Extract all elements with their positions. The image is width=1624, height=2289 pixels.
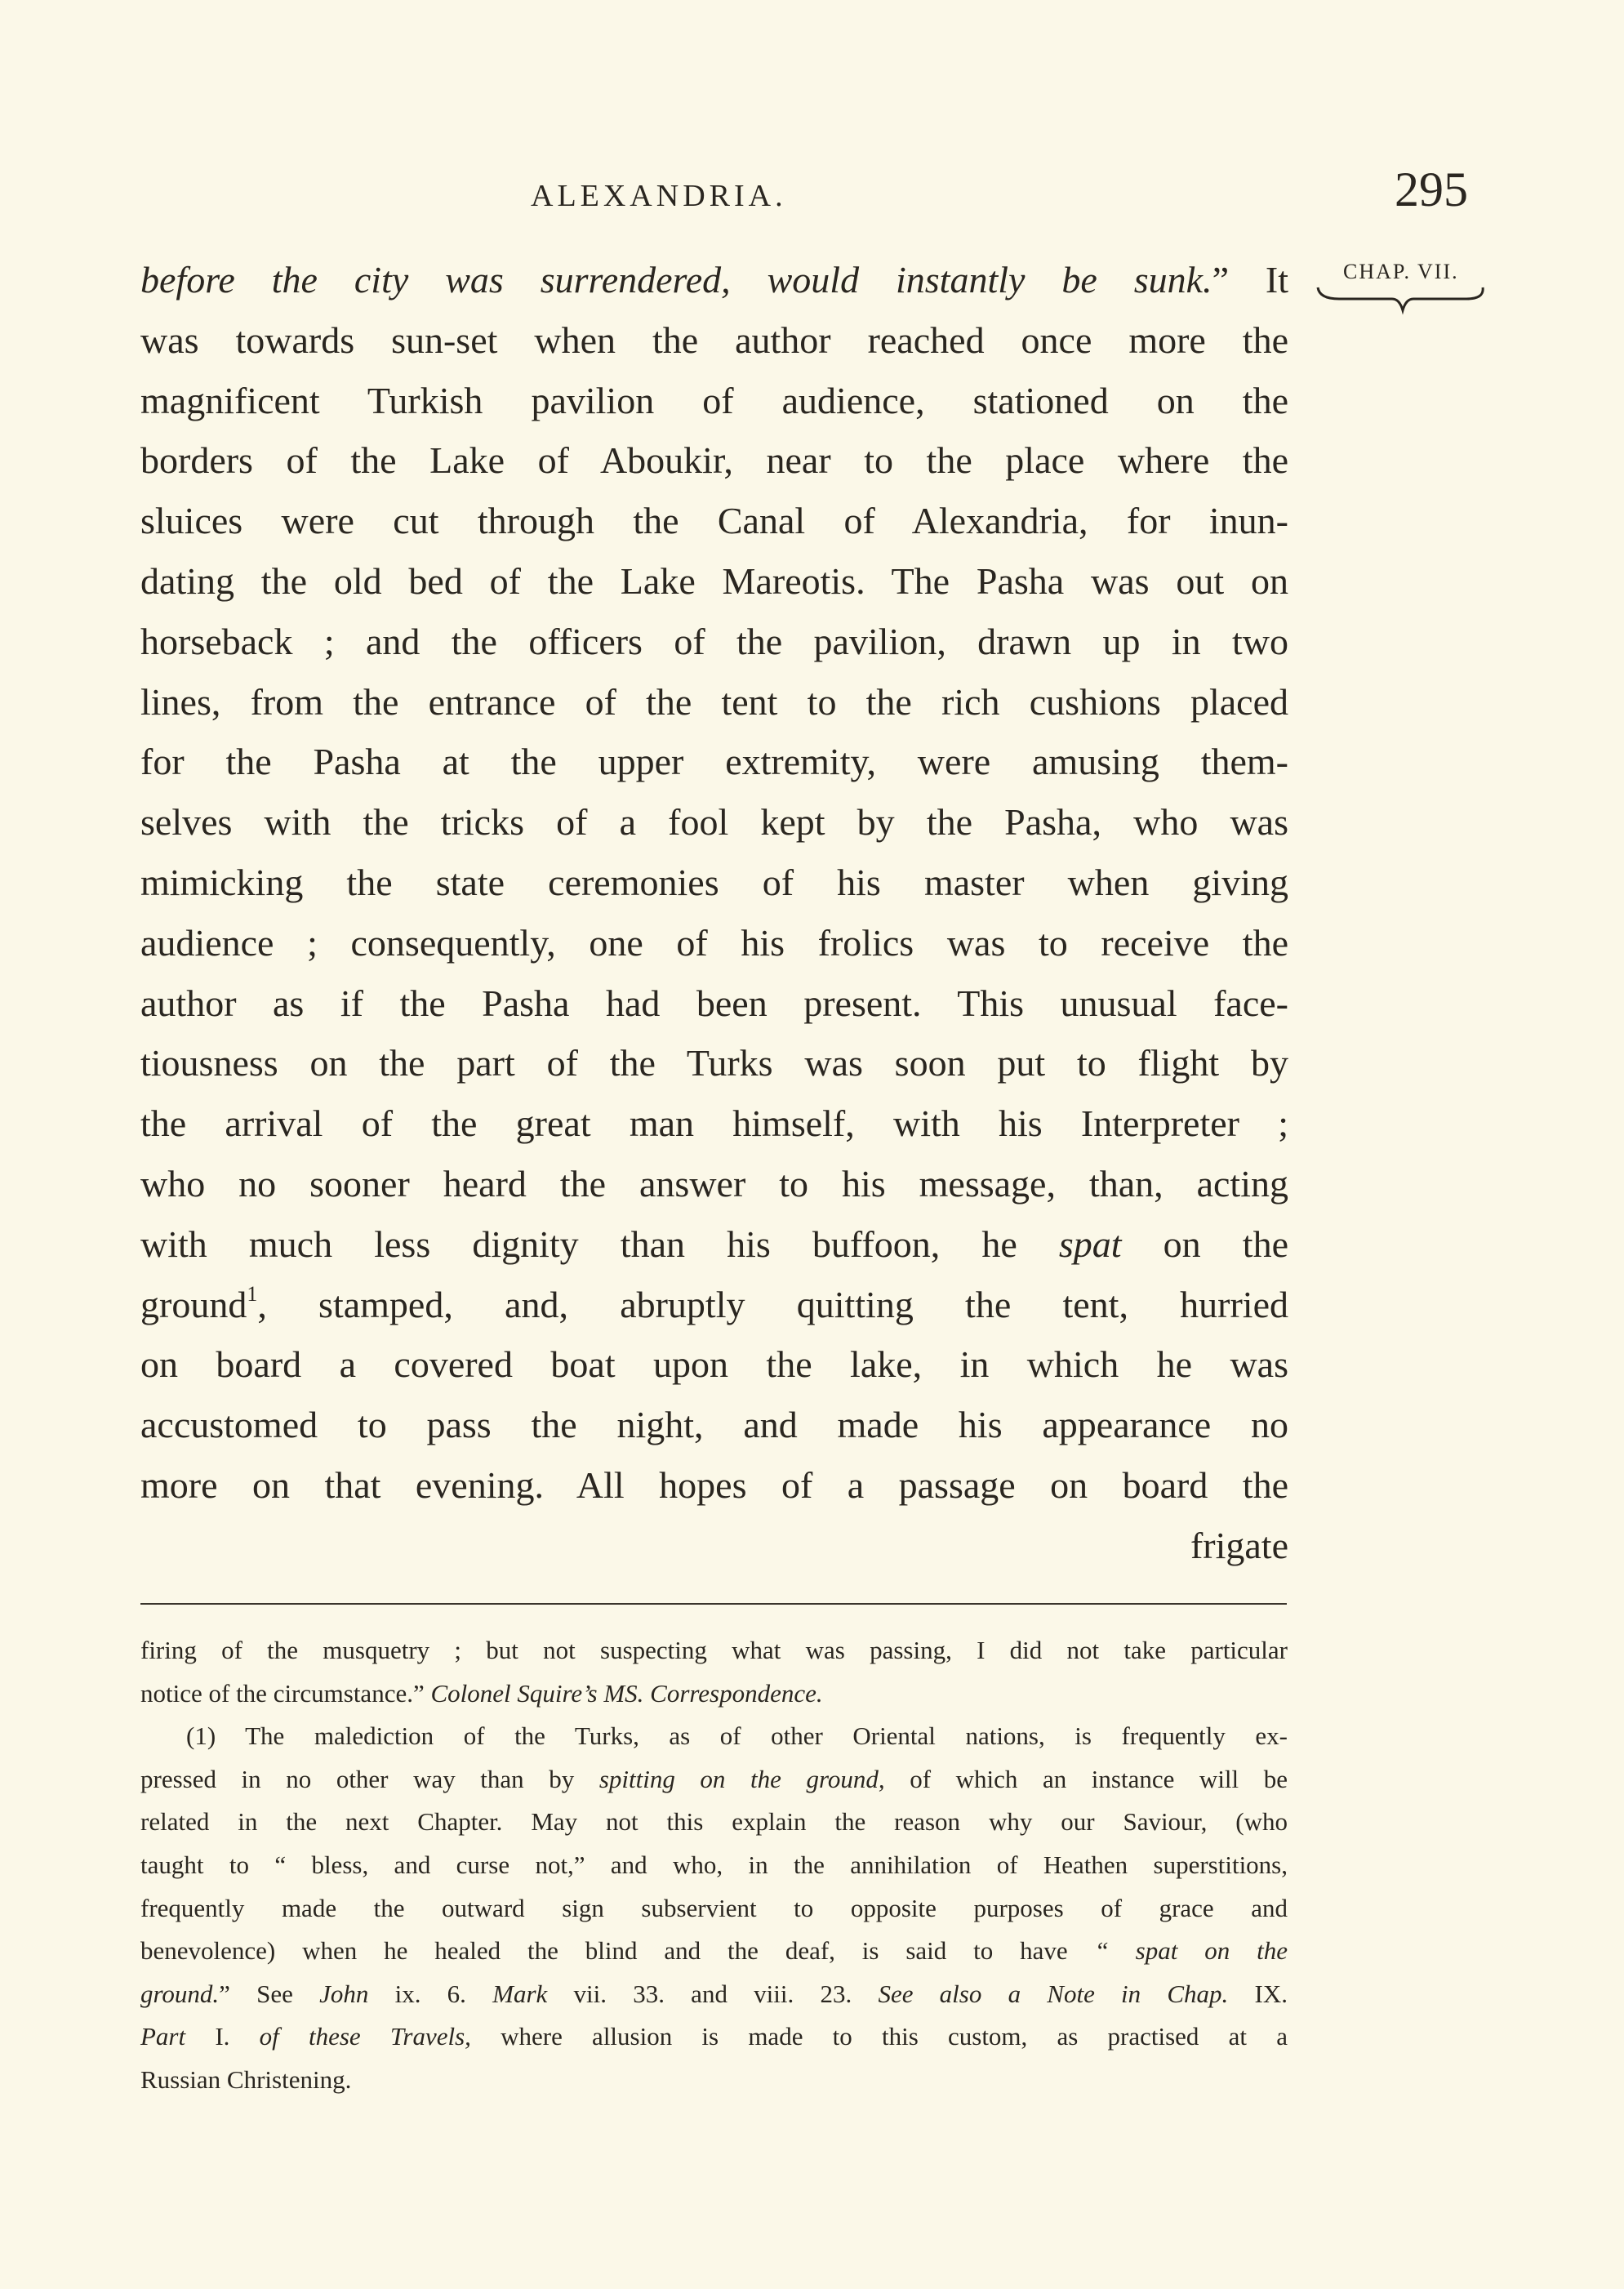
footnote-rule xyxy=(140,1603,1287,1605)
text-run: Part xyxy=(140,2022,186,2051)
text-run: ix. 6. xyxy=(368,1979,493,2008)
body-line xyxy=(140,1395,1288,1455)
footnote-line xyxy=(140,1973,1288,2016)
text-run: benevolence) when he healed the blind and the deaf, is said to have xyxy=(140,1936,1095,1966)
text-run: ” It xyxy=(1212,259,1289,301)
text-run: “ spat on the xyxy=(1094,1936,1288,1966)
text-run: selves with the tricks of a fool kept by the Pasha, who was xyxy=(140,801,1288,844)
text-run: taught to “ bless, and curse not,” and who, in the annihilation of Heathen superstitions, xyxy=(140,1850,1288,1879)
body-line xyxy=(140,430,1288,491)
text-run: for the Pasha at the upper extremity, were amusing them- xyxy=(140,741,1288,783)
footnote-ref: 1 xyxy=(247,1281,258,1306)
chapter-label: CHAP. VII. xyxy=(1343,260,1459,283)
footnote-line xyxy=(140,1758,1288,1801)
chapter-side-note xyxy=(1315,253,1486,318)
text-run: Russian Christening. xyxy=(140,2064,352,2094)
text-run: borders of the Lake of Aboukir, near to the place where the xyxy=(140,439,1288,482)
body-line xyxy=(140,1093,1288,1154)
body-line xyxy=(140,853,1288,913)
text-run: Mark xyxy=(492,1979,548,2008)
text-run: mimicking the state ceremonies of his master when giving xyxy=(140,861,1288,903)
body-line xyxy=(140,1334,1288,1395)
footnote-line xyxy=(140,2015,1288,2059)
body-line xyxy=(140,792,1288,853)
footnotes xyxy=(140,1629,1288,2102)
text-run: sluices were cut through the Canal of Alexandria, for inun- xyxy=(140,500,1288,542)
text-run: , stamped, and, abruptly quitting the tent, hurried xyxy=(257,1283,1288,1325)
body-line xyxy=(140,310,1288,371)
footnote-line xyxy=(140,1801,1288,1844)
body-line xyxy=(140,491,1288,551)
text-run: lines, from the entrance of the tent to the rich cushions placed xyxy=(140,680,1288,723)
text-run: spat xyxy=(1058,1222,1122,1265)
body-line xyxy=(140,1154,1288,1214)
text-run: of which an instance will be xyxy=(884,1764,1288,1793)
body-line xyxy=(140,1455,1288,1516)
text-run: audience ; consequently, one of his frolics was to receive the xyxy=(140,921,1288,964)
footnote-line xyxy=(140,1672,1288,1716)
text-run: magnificent Turkish pavilion of audience, stationed on the xyxy=(140,379,1288,421)
text-run: tiousness on the part of the Turks was soon put to flight by xyxy=(140,1042,1288,1084)
text-run: firing of the musquetry ; but not suspecting what was passing, I did not take particular xyxy=(140,1636,1288,1664)
body-text xyxy=(140,250,1288,1576)
text-run: pressed in no other way than by xyxy=(140,1764,599,1793)
text-run: ground. xyxy=(140,1979,220,2008)
body-line xyxy=(140,1033,1288,1093)
text-run: horseback ; and the officers of the pavilion, drawn up in two xyxy=(140,620,1288,662)
body-line xyxy=(140,250,1288,310)
text-run: See also a Note in Chap. xyxy=(878,1979,1229,2008)
text-run: ground xyxy=(140,1283,247,1325)
text-run: vii. 33. and viii. 23. xyxy=(547,1979,879,2008)
body-line xyxy=(140,371,1288,431)
brace-ornament-icon xyxy=(1315,286,1486,318)
body-line xyxy=(140,1214,1288,1275)
body-line xyxy=(140,732,1288,792)
text-run: (1) The malediction of the Turks, as of other Oriental nations, is frequently ex- xyxy=(186,1721,1288,1751)
text-run: I. xyxy=(185,2022,260,2051)
text-run: frequently made the outward sign subservient to opposite purposes of grace and xyxy=(140,1893,1288,1922)
text-run: before the city was surrendered, would instantly be sunk. xyxy=(140,259,1212,301)
body-line xyxy=(140,973,1288,1034)
text-run: spitting on the ground, xyxy=(598,1764,885,1793)
text-run: more on that evening. All hopes of a passage on board the xyxy=(140,1463,1288,1506)
footnote-line xyxy=(140,2059,1288,2102)
body-line xyxy=(140,1275,1288,1335)
text-run: notice of the circumstance.” xyxy=(140,1678,431,1708)
text-run: IX. xyxy=(1228,1979,1288,2008)
footnote-line xyxy=(140,1887,1288,1931)
footnote-line xyxy=(140,1629,1288,1672)
text-run: John xyxy=(319,1979,369,2008)
body-line xyxy=(140,672,1288,733)
text-run: dating the old bed of the Lake Mareotis. The Pasha was out on xyxy=(140,559,1288,602)
text-run: was towards sun-set when the author reached once more the xyxy=(140,318,1288,361)
text-run: who no sooner heard the answer to his message, than, acting xyxy=(140,1162,1288,1205)
running-title: ALEXANDRIA. xyxy=(531,179,787,213)
footnote-line xyxy=(140,1844,1288,1887)
text-run: Colonel Squire’s MS. Correspondence. xyxy=(430,1678,823,1708)
text-run: accustomed to pass the night, and made his appearance no xyxy=(140,1404,1288,1446)
text-run: frigate xyxy=(1190,1524,1288,1566)
body-line xyxy=(140,612,1288,672)
text-run: related in the next Chapter. May not this explain the reason why our Saviour, (who xyxy=(140,1807,1288,1837)
text-run: author as if the Pasha had been present. This unusual face- xyxy=(140,982,1288,1024)
text-run: where allusion is made to this custom, as practised at a xyxy=(470,2022,1288,2051)
text-run: of these Travels, xyxy=(259,2022,471,2051)
body-line xyxy=(140,913,1288,973)
footnote-line xyxy=(140,1715,1288,1758)
text-run: on board a covered boat upon the lake, in which he was xyxy=(140,1343,1288,1386)
text-run: on the xyxy=(1121,1222,1288,1265)
page-number: 295 xyxy=(1395,163,1468,216)
text-run: ” See xyxy=(219,1979,320,2008)
body-line xyxy=(140,1516,1288,1576)
text-run: with much less dignity than his buffoon, he xyxy=(140,1222,1059,1265)
text-run: the arrival of the great man himself, with his Interpreter ; xyxy=(140,1102,1288,1145)
body-line xyxy=(140,551,1288,612)
footnote-line xyxy=(140,1930,1288,1973)
